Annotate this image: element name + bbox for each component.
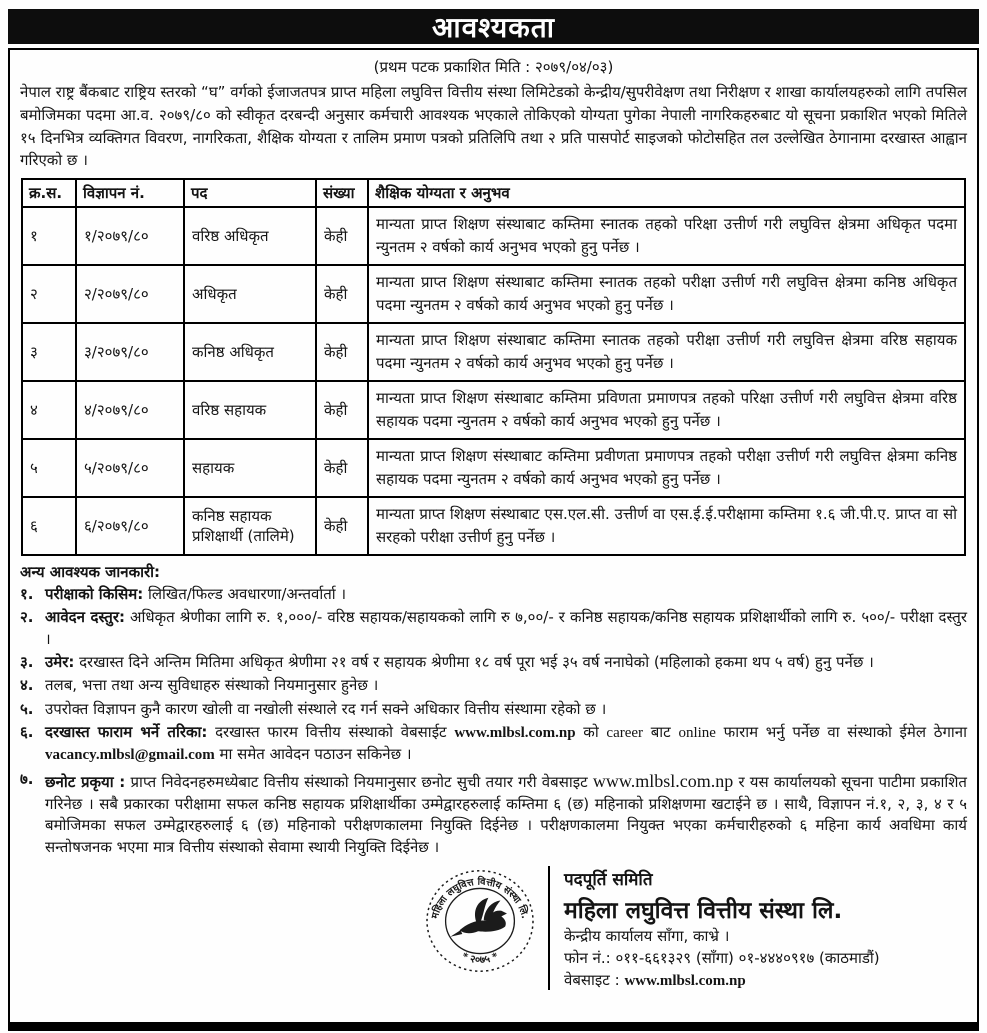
table-row: [22, 497, 965, 555]
item-text: उपरोक्त विज्ञापन कुनै कारण खोली वा नखोली संस्थाले रद गर्न सक्ने अधिकार वित्तीय संस्थामा रहेको छ ।: [45, 699, 607, 718]
cell-qualification: मान्यता प्राप्त शिक्षण संस्थाबाट कम्तिमा स्नातक तहको परिक्षा उत्तीर्ण गरी लघुवित्त क्षेत्रमा अधिकृत पदमा न्युनतम २ वर्षको कार्य अनुभव भएको हुनु पर्नेछ ।: [368, 207, 965, 265]
cell-qualification: मान्यता प्राप्त शिक्षण संस्थाबाट कम्तिमा स्नातक तहको परीक्षा उत्तीर्ण गरी लघुवित्त क्षेत्रमा वरिष्ठ सहायक पदमा न्युनतम २ वर्षको कार्य अनुभव भएको हुनु पर्नेछ ।: [368, 323, 965, 381]
vacancy-table: [21, 178, 966, 556]
info-item-6: [20, 722, 967, 767]
cell-sn: २: [22, 265, 76, 323]
info-item-3: [20, 652, 967, 673]
cell-sn: ६: [22, 497, 76, 555]
table-row: [22, 265, 965, 323]
cell-post: वरिष्ठ अधिकृत: [184, 207, 316, 265]
cell-ad-no: ३/२०७९/८०: [76, 323, 184, 381]
item-number: ४.: [20, 676, 34, 695]
cell-count: केही: [316, 381, 368, 439]
website-url-text: www.mlbsl.com.np: [454, 724, 576, 741]
cell-ad-no: २/२०७९/८०: [76, 265, 184, 323]
cell-count: केही: [316, 265, 368, 323]
col-header-post: पद: [184, 179, 316, 207]
info-item-2: [20, 607, 967, 650]
col-header-sn: क्र.स.: [22, 179, 76, 207]
item-number: १.: [20, 585, 34, 604]
cell-count: केही: [316, 439, 368, 497]
col-header-qualification: शैक्षिक योग्यता र अनुभव: [368, 179, 965, 207]
organization-website: वेबसाइट : www.mlbsl.com.np: [564, 971, 746, 989]
cell-sn: ३: [22, 323, 76, 381]
cell-ad-no: ४/२०७९/८०: [76, 381, 184, 439]
table-row: [22, 381, 965, 439]
organization-address: केन्द्रीय कार्यालय साँगा, काभ्रे ।: [564, 927, 730, 945]
other-info-heading: अन्य आवश्यक जानकारी:: [20, 563, 161, 582]
cell-post: सहायक: [184, 439, 316, 497]
cell-post: कनिष्ठ सहायक प्रशिक्षार्थी (तालिमे): [184, 497, 316, 555]
svg-text:महिला लघुवित्त वित्तीय संस्था: महिला लघुवित्त वित्तीय संस्था लि.: [429, 876, 531, 920]
table-row: [22, 207, 965, 265]
intro-paragraph: नेपाल राष्ट्र बैंकबाट राष्ट्रिय स्तरको “घ” वर्गको ईजाजतपत्र प्राप्त महिला लघुवित्त वित्तीय संस्था लिमिटेडको केन्द्रीय/सुपरीवेक्षण तथा निरीक्षण र शाखा कार्यालयहरुको लागि तपसिल बमोजिमका पदमा आ.व. २०७९/८० को स्वीकृत दरबन्दी अनुसार कर्मचारी आवश्यक भएकाले तोकिएको योग्यता पुगेका नेपाली नागरिकहरुबाट यो सूचना प्रकाशित भएको मितिले १५ दिनभित्र व्यक्तिगत विवरण, नागरिकता, शैक्षिक योग्यता र तालिम प्रमाण पत्रको प्रतिलिपि तथा २ प्रति पासपोर्ट साइजको फोटोसहित तल उल्लेखित ठेगानामा दरखास्त आह्वान गरिएको छ ।: [20, 83, 967, 170]
published-date-line: (प्रथम पटक प्रकाशित मिति : २०७९/०४/०३): [373, 58, 614, 76]
item-text: उमेर: दरखास्त दिने अन्तिम मितिमा अधिकृत श्रेणीमा २१ वर्ष र सहायक श्रेणीमा १८ वर्ष पूरा भई ३५ वर्ष ननाघेको (महिलाको हकमा थप ५ वर्ष) हुनु पर्नेछ ।: [45, 653, 874, 672]
cell-count: केही: [316, 323, 368, 381]
online-word: online: [678, 724, 716, 741]
item-number: २.: [20, 608, 34, 627]
svg-text:* २०७५ *: * २०७५ *: [459, 951, 501, 967]
notice-frame: [8, 48, 979, 1031]
footer-block: [424, 866, 967, 990]
cell-post: कनिष्ठ अधिकृत: [184, 323, 316, 381]
career-word: career: [606, 724, 644, 741]
info-item-1: [20, 584, 967, 605]
col-header-count: संख्या: [316, 179, 368, 207]
email-address-text: vacancy.mlbsl@gmail.com: [45, 747, 215, 764]
item-text: तलब, भत्ता तथा अन्य सुविधाहरु संस्थाको नियमानुसार हुनेछ ।: [45, 676, 379, 695]
cell-count: केही: [316, 207, 368, 265]
item-text: परीक्षाको किसिम: लिखित/फिल्ड अवधारणा/अन्तर्वार्ता ।: [45, 585, 347, 604]
cell-ad-no: १/२०७९/८०: [76, 207, 184, 265]
cell-ad-no: ५/२०७९/८०: [76, 439, 184, 497]
item-number: ६.: [20, 722, 34, 741]
item-number: ३.: [20, 653, 34, 672]
item-text: आवेदन दस्तुर: अधिकृत श्रेणीका लागि रु. १,०००/- वरिष्ठ सहायक/सहायकको लागि रु ७,००/- र कनिष्ठ सहायक/कनिष्ठ सहायक प्रशिक्षार्थीको लागि रु. ५००/- परीक्षा दस्तुर ।: [45, 608, 967, 648]
cell-post: वरिष्ठ सहायक: [184, 381, 316, 439]
committee-title: पदपूर्ति समिति: [564, 870, 653, 890]
cell-post: अधिकृत: [184, 265, 316, 323]
cell-ad-no: ६/२०७९/८०: [76, 497, 184, 555]
dove-icon: [424, 868, 536, 974]
organization-info: [548, 866, 880, 990]
table-row: [22, 323, 965, 381]
cell-sn: १: [22, 207, 76, 265]
info-item-7: [20, 769, 967, 858]
item-text: दरखास्त फाराम भर्ने तरिका: दरखास्त फारम वित्तीय संस्थाको वेबसाईट www.mlbsl.com.np को career बाट online फाराम भर्नु पर्नेछ वा संस्थाको ईमेल ठेगाना vacancy.mlbsl@gmail.com मा समेत आवेदन पठाउन सकिनेछ ।: [45, 722, 968, 764]
cell-qualification: मान्यता प्राप्त शिक्षण संस्थाबाट कम्तिमा प्रवीणता प्रमाणपत्र तहको परीक्षा उत्तीर्ण गरी लघुवित्त क्षेत्रमा कनिष्ठ सहायक पदमा न्युनतम २ वर्षको कार्य अनुभव भएको हुनु पर्नेछ ।: [368, 439, 965, 497]
title-bar: [8, 9, 979, 44]
organization-stamp: [424, 868, 536, 974]
page-title: आवश्यकता: [431, 10, 556, 44]
item-number: ५.: [20, 699, 34, 718]
cell-qualification: मान्यता प्राप्त शिक्षण संस्थाबाट एस.एल.सी. उत्तीर्ण वा एस.ई.ई.परीक्षामा कम्तिमा १.६ जी.पी.ए. प्राप्त वा सो सरहको परीक्षा उत्तीर्ण हुनु पर्नेछ ।: [368, 497, 965, 555]
cell-count: केही: [316, 497, 368, 555]
cell-sn: ४: [22, 381, 76, 439]
website-url-text: www.mlbsl.com.np: [624, 973, 746, 989]
cell-qualification: मान्यता प्राप्त शिक्षण संस्थाबाट कम्तिमा स्नातक तहको परीक्षा उत्तीर्ण गरी लघुवित्त क्षेत्रमा कनिष्ठ अधिकृत पदमा न्युनतम २ वर्षको कार्य अनुभव भएको हुनु पर्नेछ ।: [368, 265, 965, 323]
table-row: [22, 439, 965, 497]
website-url-text: www.mlbsl.com.np: [592, 770, 734, 791]
cell-qualification: मान्यता प्राप्त शिक्षण संस्थाबाट कम्तिमा प्रविणता प्रमाणपत्र तहको परिक्षा उत्तीर्ण गरी लघुवित्त क्षेत्रमा वरिष्ठ सहायक पदमा न्युनतम २ वर्षको कार्य अनुभव भएको हुनु पर्नेछ ।: [368, 381, 965, 439]
table-header-row: [22, 179, 965, 207]
organization-phone: फोन नं.: ०११-६६१३२९ (साँगा) ०१-४४४०९१७ (काठमाडौं): [564, 949, 880, 967]
item-number: ७.: [20, 769, 34, 788]
info-item-4: [20, 675, 967, 696]
col-header-ad-no: विज्ञापन नं.: [76, 179, 184, 207]
item-text: छनोट प्रकृया : प्राप्त निवेदनहरुमध्येबाट वित्तीय संस्थाको नियमानुसार छनोट सुची तयार गरी वेबसाइट www.mlbsl.com.np र यस कार्यालयको सूचना पाटीमा प्रकाशित गरिनेछ । सबै प्रकारका परीक्षामा सफल कनिष्ठ सहायक प्रशिक्षार्थीका उम्मेद्वारहरुलाई कम्तिमा ६ (छ) महिनाको प्रशिक्षणमा खटाईने छ । साथै, विज्ञापन नं.१, २, ३, ४ र ५ बमोजिमका सफल उम्मेद्वारहरुलाई ६ (छ) महिनाको परीक्षणकालमा नियुक्ति दिईनेछ । परीक्षणकालमा नियुक्त भएका कर्मचारीहरुको ६ महिना कार्य अवधिमा कार्य सन्तोषजनक भएमा मात्र वित्तीय संस्थाको सेवामा स्थायी नियुक्ति दिईनेछ ।: [45, 770, 967, 856]
cell-sn: ५: [22, 439, 76, 497]
organization-name: महिला लघुवित्त वित्तीय संस्था लि.: [564, 898, 843, 924]
info-item-5: [20, 699, 967, 720]
